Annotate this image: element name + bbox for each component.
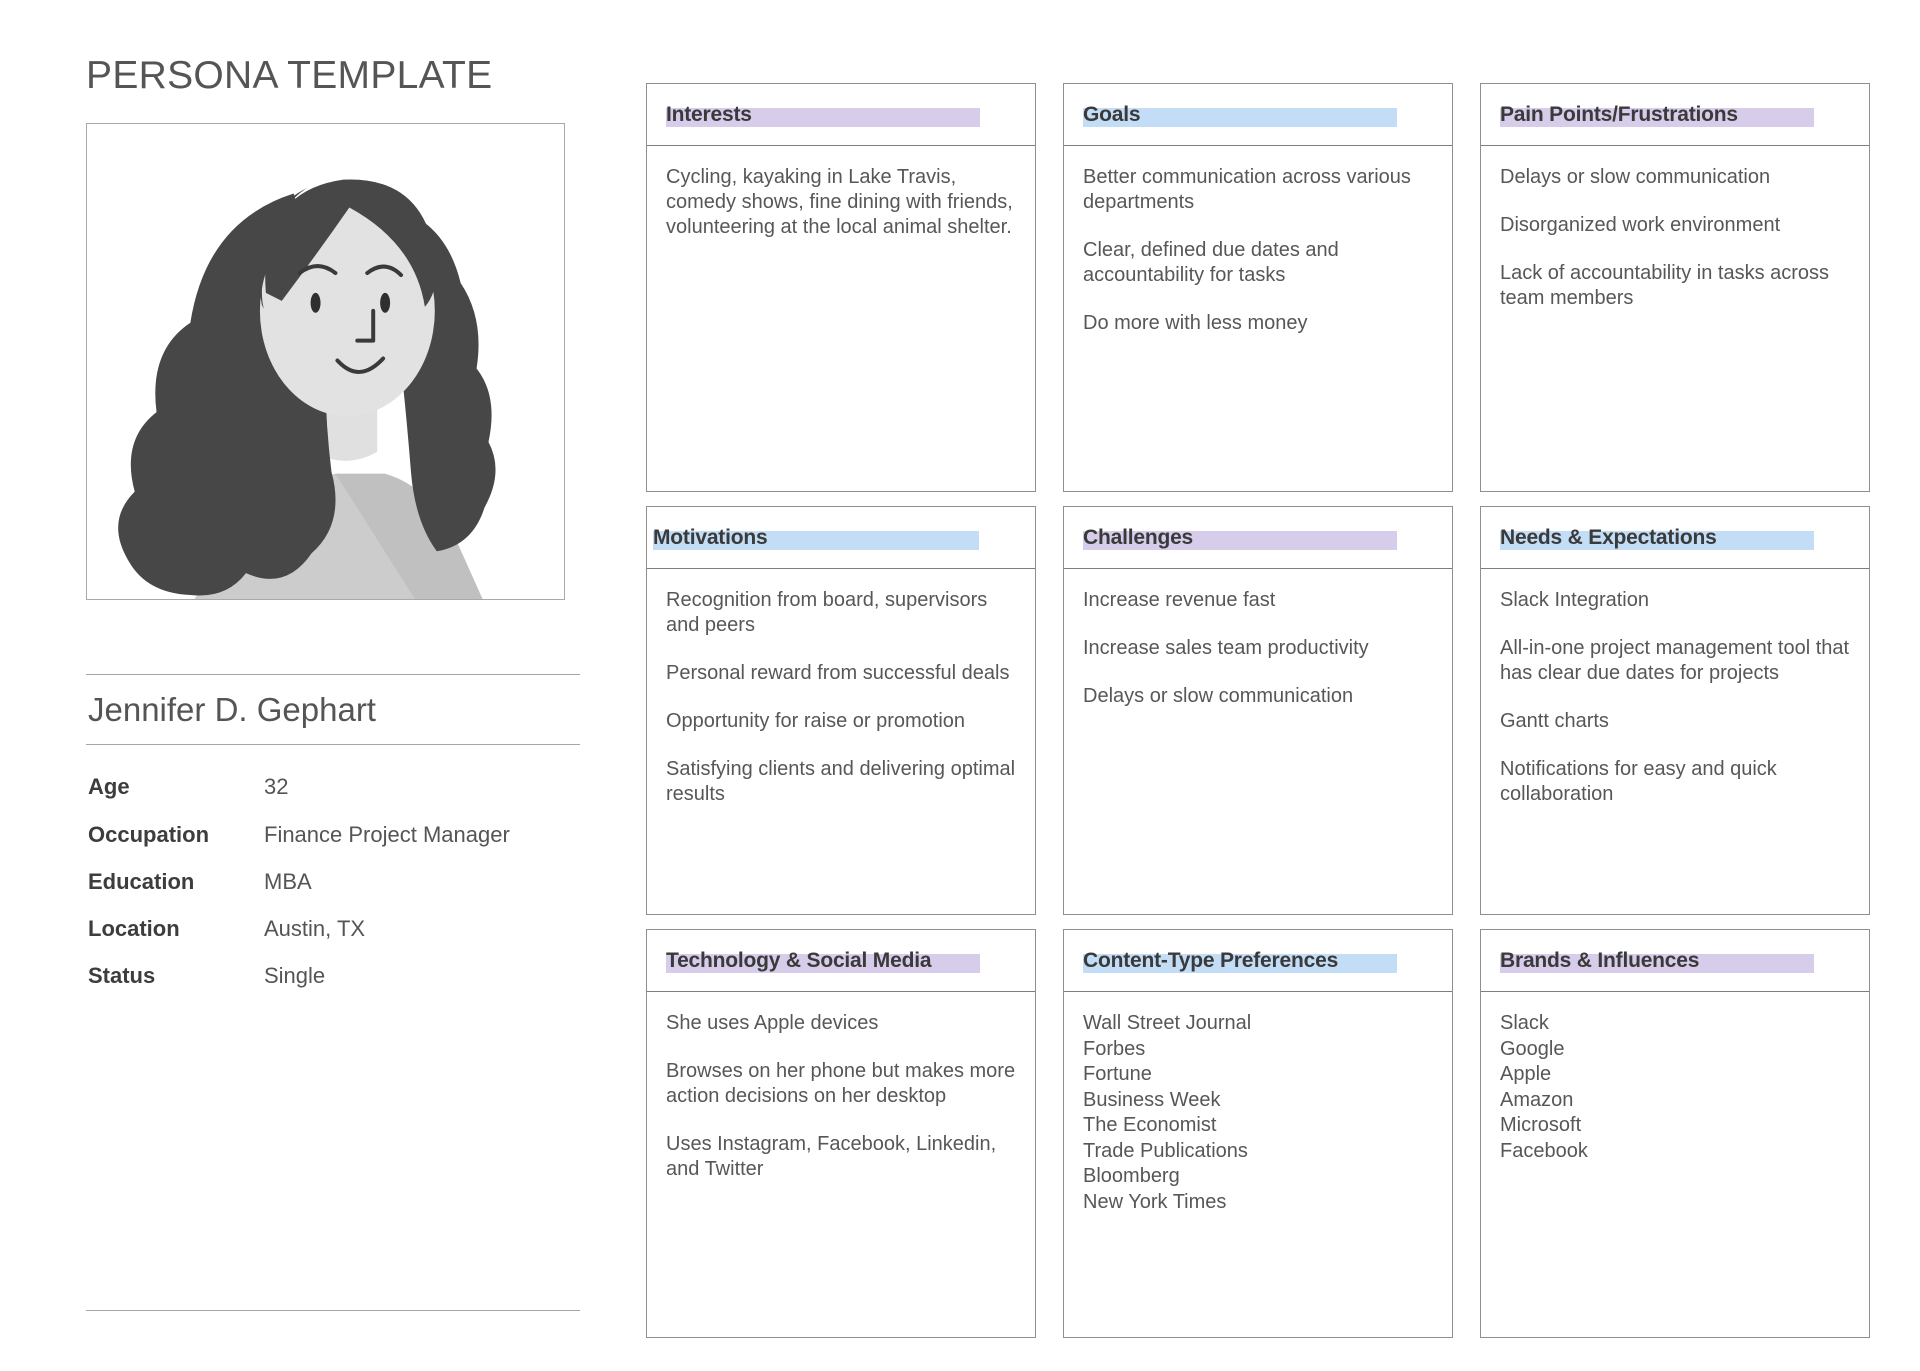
card-paragraph: Satisfying clients and delivering optimal results: [666, 758, 1016, 805]
table-row: [86, 774, 580, 821]
list-item: Apple: [1500, 1063, 1552, 1085]
card-title: Challenges: [1083, 525, 1194, 549]
fact-value-status: Single: [264, 963, 326, 989]
fact-label-status: Status: [88, 963, 156, 989]
card-paragraph: Increase sales team productivity: [1083, 637, 1369, 659]
card-header-inner: [1500, 948, 1857, 974]
card-body-interests: [647, 146, 1035, 491]
list-item: Bloomberg: [1083, 1165, 1180, 1187]
card-header-challenges: [1064, 507, 1452, 569]
fact-label-location: Location: [88, 916, 180, 942]
list-item: Amazon: [1500, 1088, 1574, 1111]
list-item: Wall Street Journal: [1083, 1012, 1252, 1034]
card-paragraph: Do more with less money: [1083, 312, 1308, 334]
card-paragraph: Opportunity for raise or promotion: [666, 710, 966, 732]
card-body-technology-social-media: [647, 992, 1035, 1337]
divider-bottom: [86, 1310, 580, 1311]
card-paragraph: Lack of accountability in tasks across team members: [1500, 262, 1830, 309]
card-paragraph: Disorganized work environment: [1500, 214, 1781, 236]
card-paragraph: She uses Apple devices: [666, 1012, 879, 1034]
card-content-type-preferences: [1063, 929, 1453, 1338]
persona-profile-panel: [86, 56, 580, 1326]
page-title: PERSONA TEMPLATE: [86, 54, 493, 97]
card-header-pain-points-frustrations: [1481, 84, 1869, 146]
persona-card-grid: [646, 83, 1870, 1338]
card-header-inner: [1083, 525, 1440, 551]
fact-value-occupation: Finance Project Manager: [264, 821, 510, 847]
card-header-inner: [666, 102, 1023, 128]
table-row: [86, 822, 580, 869]
list-item: Business Week: [1083, 1088, 1221, 1111]
persona-name: Jennifer D. Gephart: [88, 691, 376, 728]
list-item: Facebook: [1500, 1139, 1588, 1162]
card-header-inner: [1083, 102, 1440, 128]
fact-value-location: Austin, TX: [264, 916, 366, 942]
card-title: Goals: [1083, 102, 1141, 126]
list-item: Trade Publications: [1083, 1139, 1248, 1162]
list-item: Microsoft: [1500, 1114, 1582, 1136]
card-title: Brands & Influences: [1500, 948, 1700, 972]
card-title: Technology & Social Media: [666, 948, 932, 972]
table-row: [86, 963, 580, 1010]
card-paragraph: Recognition from board, supervisors and peers: [666, 589, 988, 636]
card-brands-influences: [1480, 929, 1870, 1338]
card-paragraph: Delays or slow communication: [1083, 685, 1354, 707]
card-paragraph: Uses Instagram, Facebook, Linkedin, and Twitter: [666, 1133, 997, 1180]
card-needs-expectations: [1480, 506, 1870, 915]
card-technology-social-media: [646, 929, 1036, 1338]
card-title: Motivations: [653, 525, 768, 549]
card-header-technology-social-media: [647, 930, 1035, 992]
avatar: [86, 123, 565, 600]
card-title: Needs & Expectations: [1500, 525, 1717, 549]
table-row: [86, 869, 580, 916]
fact-label-education: Education: [88, 868, 195, 894]
persona-facts-table: [86, 774, 580, 1010]
card-paragraph: Cycling, kayaking in Lake Travis, comedy shows, fine dining with friends, volunteering at the local animal shelter.: [666, 166, 1013, 238]
card-body-pain-points-frustrations: [1481, 146, 1869, 491]
card-header-goals: [1064, 84, 1452, 146]
card-paragraph: Increase revenue fast: [1083, 589, 1276, 611]
list-item: Slack: [1500, 1012, 1549, 1034]
card-paragraph: Browses on her phone but makes more action decisions on her desktop: [666, 1060, 1016, 1107]
card-header-interests: [647, 84, 1035, 146]
table-row: [86, 916, 580, 963]
card-interests: [646, 83, 1036, 492]
fact-label-age: Age: [88, 774, 130, 800]
card-motivations: [646, 506, 1036, 915]
card-paragraph: Gantt charts: [1500, 710, 1609, 732]
card-header-needs-expectations: [1481, 507, 1869, 569]
fact-value-education: MBA: [264, 868, 312, 894]
card-body-challenges: [1064, 569, 1452, 914]
card-header-inner: [1500, 525, 1857, 551]
avatar-illustration-icon: [87, 124, 564, 599]
card-body-needs-expectations: [1481, 569, 1869, 914]
card-title: Content-Type Preferences: [1083, 948, 1339, 972]
fact-label-occupation: Occupation: [88, 821, 210, 847]
card-paragraph: Clear, defined due dates and accountability for tasks: [1083, 239, 1339, 286]
list-item: Forbes: [1083, 1037, 1146, 1060]
card-header-content-type-preferences: [1064, 930, 1452, 992]
card-header-inner: [666, 948, 1023, 974]
card-header-motivations: [647, 507, 1035, 569]
card-header-inner: [1083, 948, 1440, 974]
card-paragraph: Delays or slow communication: [1500, 166, 1771, 188]
list-item: Google: [1500, 1037, 1565, 1060]
card-paragraph: Slack Integration: [1500, 589, 1649, 611]
divider-below-name: [86, 744, 580, 745]
card-header-inner: [1500, 102, 1857, 128]
card-goals: [1063, 83, 1453, 492]
fact-value-age: 32: [264, 774, 289, 800]
list-item: Fortune: [1083, 1063, 1152, 1085]
card-body-content-type-preferences: [1064, 992, 1452, 1337]
card-paragraph: Personal reward from successful deals: [666, 662, 1010, 684]
card-body-goals: [1064, 146, 1452, 491]
card-paragraph: Better communication across various departments: [1083, 166, 1411, 213]
card-body-motivations: [647, 569, 1035, 914]
card-header-inner: [653, 525, 1023, 551]
list-item: New York Times: [1083, 1190, 1227, 1213]
card-title: Interests: [666, 102, 752, 126]
card-challenges: [1063, 506, 1453, 915]
card-body-brands-influences: [1481, 992, 1869, 1337]
card-header-brands-influences: [1481, 930, 1869, 992]
card-paragraph: All-in-one project management tool that has clear due dates for projects: [1500, 637, 1850, 684]
card-title: Pain Points/Frustrations: [1500, 102, 1738, 126]
list-item: The Economist: [1083, 1114, 1217, 1136]
card-pain-points-frustrations: [1480, 83, 1870, 492]
card-paragraph: Notifications for easy and quick collaboration: [1500, 758, 1777, 805]
